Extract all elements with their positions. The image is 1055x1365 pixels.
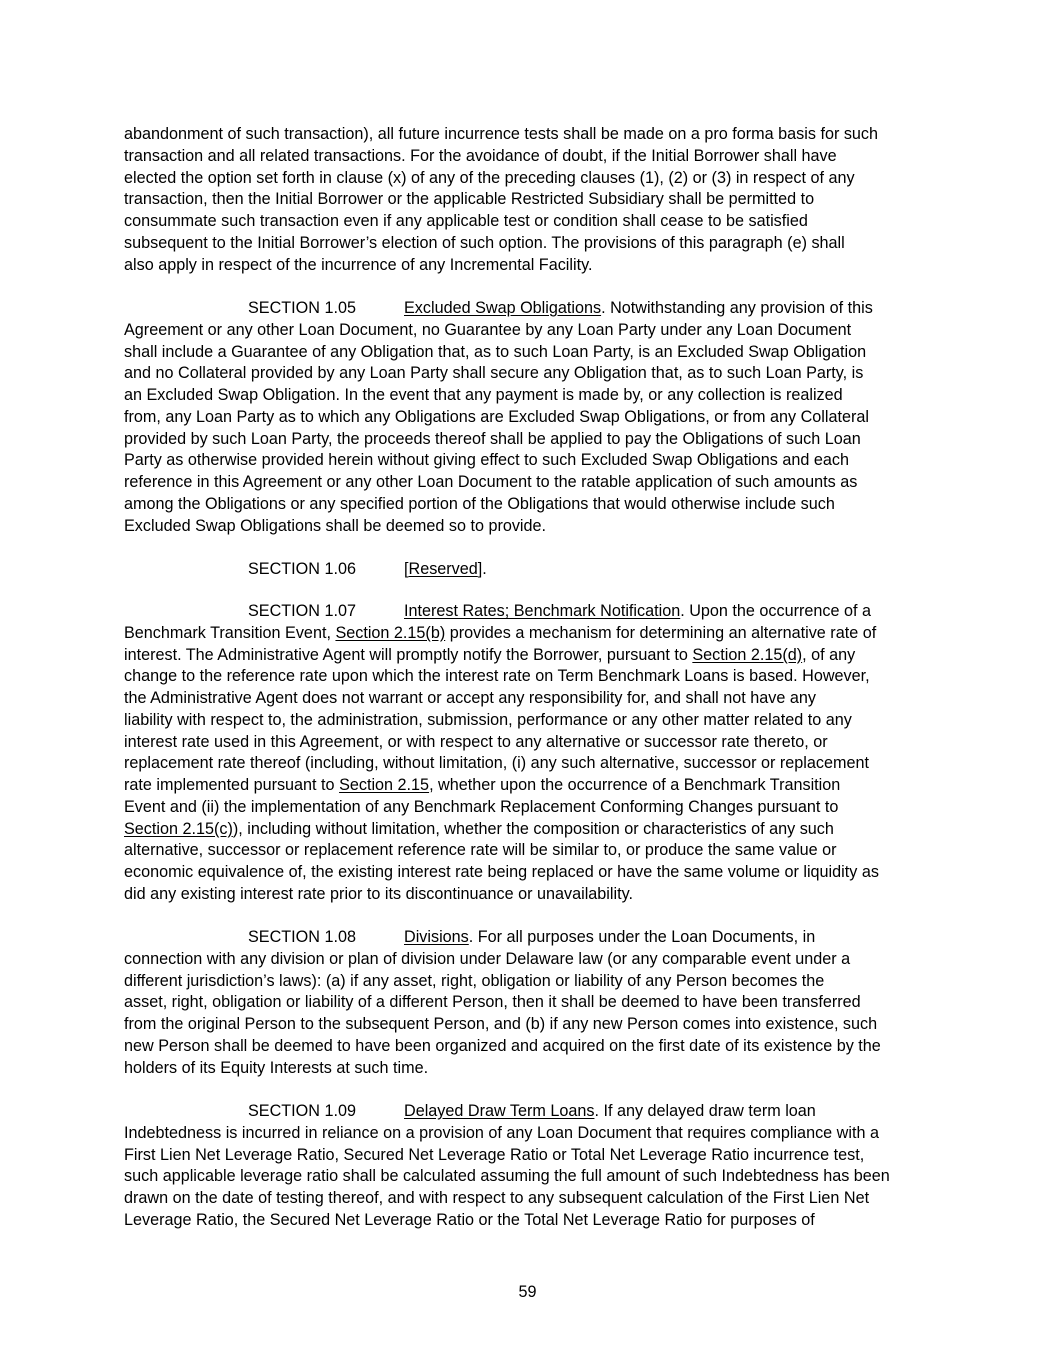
text-line: asset, right, obligation or liability of a different Person, then it shall be deemed to have been transferred bbox=[124, 993, 861, 1012]
text-line: reference in this Agreement or any other Loan Document to the ratable application of such amounts as bbox=[124, 473, 858, 491]
text-segment: , whether upon the occurrence of a Benchmark Transition bbox=[429, 776, 841, 794]
text-line: connection with any division or plan of division under Delaware law (or any comparable event under a bbox=[124, 949, 851, 968]
text-line: transaction and all related transactions. For the avoidance of doubt, if the Initial Borrower shall have bbox=[124, 146, 837, 165]
text-line: elected the option set forth in clause (x) of any of the preceding clauses (1), (2) or (3) in respect of any bbox=[124, 168, 855, 187]
section-bracket-close: ]. bbox=[477, 560, 487, 578]
text-line: also apply in respect of the incurrence of any Incremental Facility. bbox=[124, 255, 593, 274]
text-line: among the Obligations or any specified portion of the Obligations that would otherwise include such bbox=[124, 494, 835, 513]
section-title: Reserved bbox=[408, 560, 478, 578]
section-text: . For all purposes under the Loan Documents, in bbox=[468, 928, 816, 946]
text-line bbox=[124, 645, 936, 667]
text-line: alternative, successor or replacement reference rate will be similar to, or produce the same value or bbox=[124, 841, 837, 860]
text-line: abandonment of such transaction), all future incurrence tests shall be made on a pro forma basis for such bbox=[124, 125, 879, 143]
text-line: Agreement or any other Loan Document, no Guarantee by any Loan Party under any Loan Document bbox=[124, 320, 852, 339]
text-segment: rate implemented pursuant to bbox=[124, 776, 340, 794]
cross-reference-link[interactable]: Section 2.15(d) bbox=[692, 645, 803, 664]
section-1-05-heading-line bbox=[124, 298, 936, 320]
section-label: SECTION 1.05 bbox=[248, 299, 356, 317]
section-text: . Upon the occurrence of a bbox=[680, 602, 871, 620]
text-line: the Administrative Agent does not warrant or accept any responsibility for, and shall not have any bbox=[124, 689, 816, 707]
text-line: subsequent to the Initial Borrower’s election of such option. The provisions of this paragraph (e) shall bbox=[124, 233, 845, 252]
cross-reference-link[interactable]: Section 2.15 bbox=[339, 776, 430, 794]
section-title: Delayed Draw Term Loans bbox=[404, 1102, 595, 1120]
section-text: . Notwithstanding any provision of this bbox=[601, 299, 873, 317]
cross-reference-link[interactable]: Section 2.15(b) bbox=[335, 623, 446, 642]
section-title: Excluded Swap Obligations bbox=[404, 299, 602, 317]
section-1-08-body bbox=[124, 949, 936, 1080]
text-line: from the original Person to the subsequent Person, and (b) if any new Person comes into existence, such bbox=[124, 1015, 878, 1033]
section-1-07-paragraph bbox=[124, 601, 936, 906]
section-1-09-paragraph bbox=[124, 1101, 936, 1232]
section-1-06-paragraph bbox=[124, 559, 936, 581]
text-line: consummate such transaction even if any applicable test or condition shall cease to be satisfied bbox=[124, 212, 808, 230]
cross-reference-link[interactable]: Section 2.15(c) bbox=[124, 819, 233, 838]
text-line: and no Collateral provided by any Loan Party shall secure any Obligation that, as to such Loan Party, is bbox=[124, 364, 864, 383]
text-line: transaction, then the Initial Borrower or the applicable Restricted Subsidiary shall be permitted to bbox=[124, 190, 815, 209]
section-1-08-paragraph bbox=[124, 927, 936, 1079]
text-line: Event and (ii) the implementation of any Benchmark Replacement Conforming Changes pursuant to bbox=[124, 797, 839, 816]
text-line bbox=[124, 819, 936, 841]
section-label: SECTION 1.09 bbox=[248, 1102, 356, 1120]
text-line: new Person shall be deemed to have been organized and acquired on the first date of its existence by the bbox=[124, 1036, 881, 1055]
text-line: interest rate used in this Agreement, or with respect to any alternative or successor rate thereto, or bbox=[124, 732, 828, 751]
text-line: liability with respect to, the administration, submission, performance or any other matter related to any bbox=[124, 710, 852, 729]
section-title: Divisions bbox=[404, 928, 469, 946]
text-line: replacement rate thereof (including, without limitation, (i) any such alternative, successor or replacement bbox=[124, 754, 869, 773]
text-segment: , of any bbox=[802, 645, 856, 664]
text-segment: interest. The Administrative Agent will promptly notify the Borrower, pursuant to bbox=[124, 645, 693, 664]
text-line: from, any Loan Party as to which any Obligations are Excluded Swap Obligations, or from any Collateral bbox=[124, 407, 869, 426]
section-text: . If any delayed draw term loan bbox=[594, 1102, 816, 1120]
intro-paragraph bbox=[124, 124, 936, 276]
text-segment: Benchmark Transition Event, bbox=[124, 623, 336, 642]
text-line: shall include a Guarantee of any Obligation that, as to such Loan Party, is an Excluded Swap Obligation bbox=[124, 342, 867, 361]
text-line bbox=[124, 775, 936, 797]
section-label: SECTION 1.08 bbox=[248, 928, 356, 946]
text-segment: ), including without limitation, whether the composition or characteristics of any such bbox=[232, 819, 834, 838]
text-line: Excluded Swap Obligations shall be deemed so to provide. bbox=[124, 516, 547, 535]
text-line: holders of its Equity Interests at such time. bbox=[124, 1058, 429, 1077]
page-number: 59 bbox=[518, 1283, 537, 1301]
text-line: Leverage Ratio, the Secured Net Leverage Ratio or the Total Net Leverage Ratio for purposes of bbox=[124, 1210, 815, 1229]
text-line: such applicable leverage ratio shall be calculated assuming the full amount of such Indebtedness has been bbox=[124, 1167, 890, 1186]
section-1-08-heading-line bbox=[124, 927, 936, 949]
section-bracket-open: [ bbox=[404, 560, 409, 578]
section-1-07-body-end bbox=[124, 840, 936, 905]
section-1-05-body bbox=[124, 320, 936, 538]
section-label: SECTION 1.06 bbox=[248, 560, 356, 578]
text-line: an Excluded Swap Obligation. In the event that any payment is made by, or any collection is realized bbox=[124, 386, 843, 404]
text-line: economic equivalence of, the existing interest rate being replaced or have the same volume or liquidity as bbox=[124, 863, 879, 881]
text-line bbox=[124, 623, 936, 645]
section-1-06-heading-line bbox=[124, 559, 936, 581]
text-line: provided by such Loan Party, the proceeds thereof shall be applied to pay the Obligations of such Loan bbox=[124, 429, 861, 448]
section-1-05-paragraph bbox=[124, 298, 936, 537]
section-title: Interest Rates; Benchmark Notification bbox=[404, 602, 681, 620]
text-line: Indebtedness is incurred in reliance on a provision of any Loan Document that requires compliance with a bbox=[124, 1123, 879, 1142]
section-1-07-heading-line bbox=[124, 601, 936, 623]
text-line: did any existing interest rate prior to its discontinuance or unavailability. bbox=[124, 884, 633, 903]
section-1-09-heading-line bbox=[124, 1101, 936, 1123]
text-line: change to the reference rate upon which the interest rate on Term Benchmark Loans is based. However, bbox=[124, 667, 870, 686]
text-line: drawn on the date of testing thereof, and with respect to any subsequent calculation of the First Lien Net bbox=[124, 1189, 870, 1207]
text-line: different jurisdiction’s laws): (a) if any asset, right, obligation or liability of any Person becomes the bbox=[124, 971, 825, 990]
text-line: First Lien Net Leverage Ratio, Secured Net Leverage Ratio or Total Net Leverage Ratio incurrence test, bbox=[124, 1145, 865, 1164]
text-line: Party as otherwise provided herein without giving effect to such Excluded Swap Obligations and each bbox=[124, 451, 849, 470]
text-segment: provides a mechanism for determining an alternative rate of bbox=[445, 623, 877, 642]
section-1-07-body bbox=[124, 666, 936, 775]
section-label: SECTION 1.07 bbox=[248, 602, 356, 620]
section-1-09-body bbox=[124, 1123, 936, 1232]
